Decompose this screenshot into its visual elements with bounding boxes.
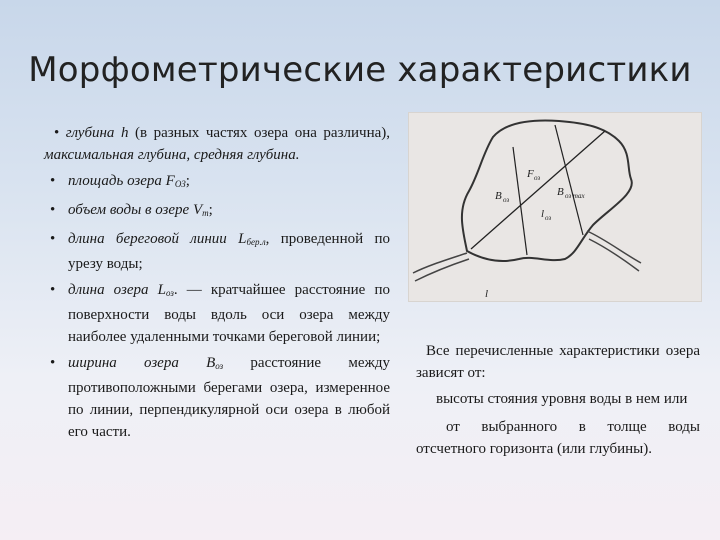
label-width-sub: оз — [503, 196, 510, 204]
dependency-water-level: высоты стояния уровня воды в нем или — [436, 391, 688, 407]
intro-paragraph — [44, 122, 390, 166]
label-area: F — [527, 168, 534, 180]
term-rest: ; — [185, 173, 190, 189]
term: длина озера L — [68, 282, 166, 298]
lake-diagram-svg — [409, 113, 701, 301]
list-bullet: • — [50, 231, 56, 247]
label-width: B — [495, 190, 502, 202]
list-item — [44, 170, 390, 195]
intro-depth-note: (в разных частях озера она различна), — [135, 125, 391, 141]
list-bullet: • — [50, 282, 56, 298]
dependencies-lead: Все перечисленные характеристики озера зависят от: — [416, 343, 700, 381]
outflow-river — [587, 231, 641, 263]
term-subscript: m — [202, 208, 209, 218]
label-max-width-sub: оз max — [565, 192, 585, 200]
label-l: l — [485, 288, 489, 300]
term-rest: . — кратчайшее расстояние по поверхности воды вдоль оси озера между наиболее удаленными точками береговой линии; — [68, 282, 390, 345]
term-rest: , проведенной по урезу воды; — [68, 231, 390, 272]
lake-diagram — [408, 112, 702, 302]
intro-bullet: • — [54, 125, 60, 141]
term-subscript: оз — [215, 361, 224, 371]
term-rest: ; — [208, 202, 213, 218]
lake-shoreline — [462, 121, 632, 261]
dependency-reference-horizon: от выбранного в толще воды отсчетного горизонта (или глубины). — [416, 419, 700, 457]
list-bullet: • — [50, 173, 56, 189]
intro-depth-term: глубина — [65, 125, 115, 141]
lake-max-width-line — [555, 125, 583, 235]
definitions-column — [44, 122, 390, 447]
term-subscript: бер.л — [246, 237, 266, 247]
term: объем воды в озере V — [68, 202, 203, 218]
list-item — [44, 228, 390, 275]
label-area-sub: оз — [534, 174, 541, 182]
list-item — [44, 279, 390, 348]
term: ширина озера B — [68, 355, 216, 371]
list-bullet: • — [50, 202, 56, 218]
lake-length-line — [471, 131, 605, 249]
term: длина береговой линии L — [68, 231, 247, 247]
slide-title: Морфометрические характеристики — [28, 50, 692, 90]
list-bullet: • — [50, 355, 56, 371]
label-length: l — [541, 208, 545, 220]
intro-depth-symbol: h — [120, 125, 129, 141]
intro-max-depth: максимальная глубина, средняя глубина. — [44, 147, 300, 163]
term-subscript: оз — [165, 288, 174, 298]
term-subscript: ОЗ — [174, 179, 186, 189]
term-rest: расстояние между противоположными берегами озера, измеренное по линии, перпендикулярной оси озера в любой его части. — [68, 355, 390, 440]
label-length-sub: оз — [545, 214, 552, 222]
label-max-width: B — [557, 186, 564, 198]
term: площадь озера F — [68, 173, 175, 189]
dependencies-column — [416, 340, 700, 466]
list-item — [44, 199, 390, 224]
list-item — [44, 352, 390, 443]
